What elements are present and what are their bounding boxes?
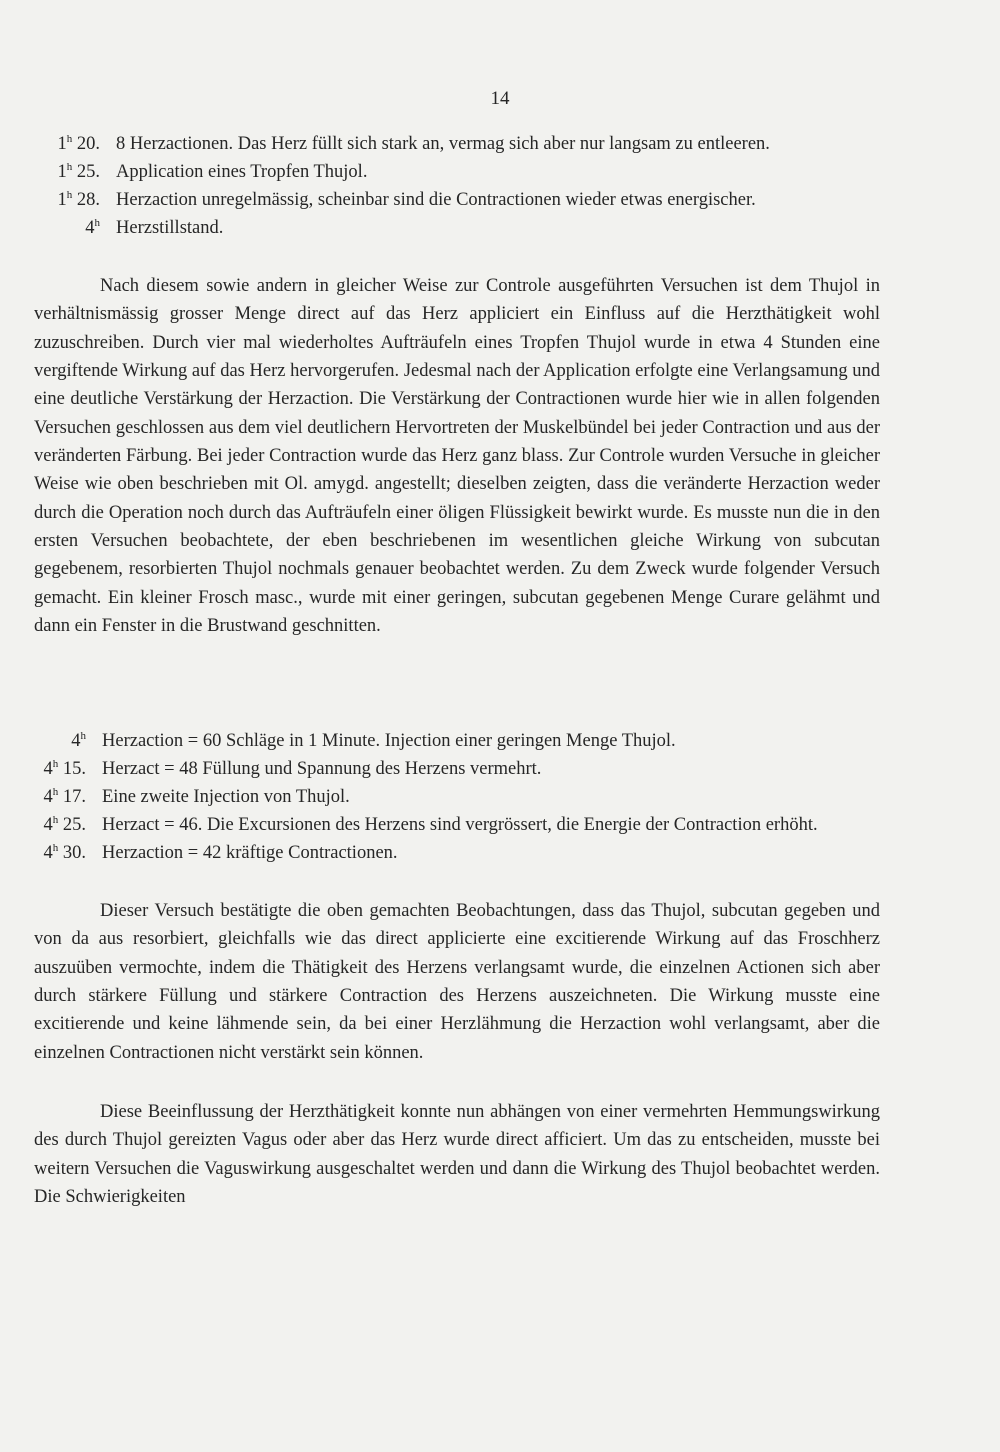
log-text: Herzact = 48 Füllung und Spannung des Herzens vermehrt. <box>102 759 542 779</box>
log-time: 4$^h$ 17. <box>43 785 86 807</box>
experiment-log-2 <box>34 727 886 867</box>
log-time: 4$^h$ <box>71 729 86 751</box>
page-number: 14 <box>490 88 510 109</box>
body-paragraph: Diese Beeinflussung der Herzthätigkeit konnte nun abhängen von einer vermehrten Hemmungswirkung des durch Thujol gereizten Vagus oder aber das Herz wurde direct afficiert. Um das zu entscheiden, musste bei weitern Versuchen die Vaguswirkung ausgeschaltet werden und dann die Wirkung des Thujol beobachtet werden. Die Schwierigkeiten <box>34 1102 880 1208</box>
log-entry <box>34 130 886 158</box>
log-text: Herzaction = 42 kräftige Contractionen. <box>102 843 398 863</box>
body-paragraph: Dieser Versuch bestätigte die oben gemachten Beobachtungen, dass das Thujol, subcutan gegeben und von da aus resorbiert, gleichfalls wie das direct applicierte eine excitierende Wirkung auf das Froschherz auszuüben vermochte, indem die Thätigkeit des Herzens verlangsamt wurde, die einzelnen Actionen sich aber durch stärkere Füllung und stärkere Contraction des Herzens auszeichneten. Die Wirkung musste eine excitierende und keine lähmende sein, da bei einer Herzlähmung die Herzaction wohl verlangsamt, aber die einzelnen Contractionen nicht verstärkt sein können. <box>34 901 880 1063</box>
log-time: 4$^h$ 25. <box>43 813 86 835</box>
log-entry <box>34 727 886 755</box>
log-text: Herzact = 46. Die Excursionen des Herzens sind vergrössert, die Energie der Contraction erhöht. <box>102 815 818 835</box>
log-text: Herzstillstand. <box>116 218 224 238</box>
log-entry <box>34 186 886 214</box>
log-entry <box>34 811 886 839</box>
log-entry <box>34 158 886 186</box>
body-paragraph: Nach diesem sowie andern in gleicher Weise zur Controle ausgeführten Versuchen ist dem Thujol in verhältnismässig grosser Menge direct auf das Herz appliciert ein Einfluss auf die Herzthätigkeit wohl zuzuschreiben. Durch vier mal wiederholtes Aufträufeln eines Tropfen Thujol wurde in etwa 4 Stunden eine vergiftende Wirkung auf das Herz hervorgerufen. Jedesmal nach der Application erfolgte eine Verlangsamung und eine deutliche Verstärkung der Herzaction. Die Verstärkung der Contractionen wurde hier wie in allen folgenden Versuchen geschlossen aus dem viel deutlichern Hervortreten der Muskelbündel bei jeder Contraction und aus der veränderten Färbung. Bei jeder Contraction wurde das Herz ganz blass. Zur Controle wurden Versuche in gleicher Weise wie oben beschrieben mit Ol. amygd. angestellt; dieselben zeigten, dass die veränderte Herzaction weder durch die Operation noch durch das Aufträufeln einer öligen Flüssigkeit bewirkt wurde. Es musste nun die in den ersten Versuchen beobachtete, der eben beschriebenen im wesentlichen gleiche Wirkung von subcutan gegebenem, resorbierten Thujol nochmals genauer beobachtet werden. Zu dem Zweck wurde folgender Versuch gemacht. Ein kleiner Frosch masc., wurde mit einer geringen, subcutan gegebenen Menge Curare gelähmt und dann ein Fenster in die Brustwand geschnitten. <box>34 276 880 637</box>
log-text: 8 Herzactionen. Das Herz füllt sich stark an, vermag sich aber nur langsam zu entleeren. <box>116 134 770 154</box>
experiment-log-1 <box>34 130 886 242</box>
log-time: 1$^h$ 25. <box>57 160 100 182</box>
log-time: 4$^h$ <box>85 216 100 238</box>
log-entry <box>34 755 886 783</box>
log-time: 4$^h$ 15. <box>43 757 86 779</box>
log-text: Eine zweite Injection von Thujol. <box>102 787 350 807</box>
log-entry <box>34 783 886 811</box>
log-time: 4$^h$ 30. <box>43 841 86 863</box>
log-entry <box>34 214 886 242</box>
log-text: Herzaction unregelmässig, scheinbar sind die Contractionen wieder etwas energischer. <box>116 190 756 210</box>
log-text: Application eines Tropfen Thujol. <box>116 162 368 182</box>
log-time: 1$^h$ 20. <box>57 132 100 154</box>
log-time: 1$^h$ 28. <box>57 188 100 210</box>
log-text: Herzaction = 60 Schläge in 1 Minute. Injection einer geringen Menge Thujol. <box>102 731 676 751</box>
log-entry <box>34 839 886 867</box>
